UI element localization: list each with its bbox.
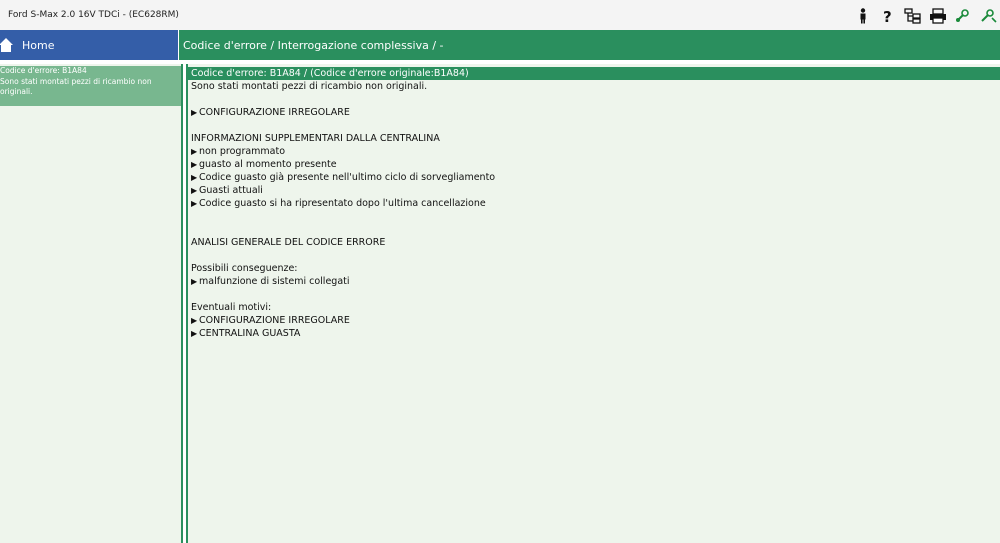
vehicle-title: Ford S-Max 2.0 16V TDCi - (EC628RM): [8, 10, 179, 20]
reason-item: ▶ CONFIGURAZIONE IRREGOLARE: [191, 315, 350, 326]
consequences-title: Possibili conseguenze:: [191, 263, 298, 274]
toolbar: [850, 4, 1000, 28]
summary-text: Sono stati montati pezzi di ricambio non originali.: [191, 81, 428, 92]
reason-item: ▶ CENTRALINA GUASTA: [191, 328, 301, 339]
error-code-list: [0, 64, 183, 543]
connection-icon[interactable]: [951, 4, 975, 28]
navigation-bar: [0, 30, 1000, 60]
detail-body: [191, 80, 991, 340]
home-icon: [0, 37, 14, 53]
bullet-arrow-icon: ▶: [191, 277, 198, 286]
selected-code: Codice d'errore: B1A84: [0, 66, 87, 75]
bullet-arrow-icon: ▶: [191, 173, 198, 182]
config-item: ▶ CONFIGURAZIONE IRREGOLARE: [191, 107, 350, 118]
supplementary-item: ▶ guasto al momento presente: [191, 159, 337, 170]
bullet-arrow-icon: ▶: [191, 316, 198, 325]
supplementary-item: ▶ non programmato: [191, 146, 286, 157]
error-detail-panel: [186, 64, 1000, 543]
network-icon[interactable]: [901, 4, 925, 28]
analysis-title: ANALISI GENERALE DEL CODICE ERRORE: [191, 237, 386, 248]
print-icon[interactable]: [926, 4, 950, 28]
bullet-arrow-icon: ▶: [191, 329, 198, 338]
person-icon[interactable]: [851, 4, 875, 28]
consequence-item: ▶ malfunzione di sistemi collegati: [191, 276, 350, 287]
home-button[interactable]: [0, 30, 178, 60]
connection-alt-icon[interactable]: [976, 4, 1000, 28]
supplementary-item: ▶ Codice guasto già presente nell'ultimo ciclo di sorvegliamento: [191, 172, 496, 183]
bullet-arrow-icon: ▶: [191, 108, 198, 117]
title-bar: [0, 0, 1000, 31]
selected-description: Sono stati montati pezzi di ricambio non originali.: [0, 76, 152, 96]
reasons-title: Eventuali motivi:: [191, 302, 272, 313]
home-label: Home: [22, 38, 55, 52]
breadcrumb: Codice d'errore / Interrogazione complessiva / -: [178, 30, 1000, 60]
svg-text:?: ?: [883, 8, 892, 24]
bullet-arrow-icon: ▶: [191, 186, 198, 195]
help-icon[interactable]: [876, 4, 900, 28]
supplementary-item: ▶ Guasti attuali: [191, 185, 263, 196]
supplementary-item: ▶ Codice guasto si ha ripresentato dopo l'ultima cancellazione: [191, 198, 486, 209]
supplementary-title: INFORMAZIONI SUPPLEMENTARI DALLA CENTRALINA: [191, 133, 440, 144]
content-area: [0, 64, 1000, 543]
list-item-selected[interactable]: [0, 66, 181, 106]
bullet-arrow-icon: ▶: [191, 199, 198, 208]
bullet-arrow-icon: ▶: [191, 147, 198, 156]
bullet-arrow-icon: ▶: [191, 160, 198, 169]
detail-header: Codice d'errore: B1A84 / (Codice d'errore originale:B1A84): [188, 67, 1000, 80]
